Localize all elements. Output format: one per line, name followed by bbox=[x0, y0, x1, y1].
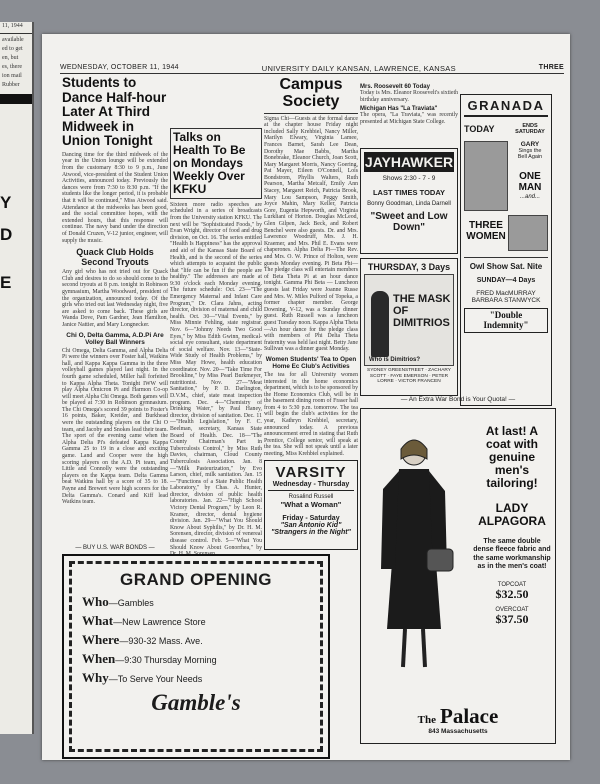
dimitrios-cast: SYDNEY GREENSTREET · ZACHARY SCOTT · FAYE EMERSON · PETER LORRE · VICTOR FRANCEN bbox=[367, 368, 451, 384]
granada-three-women: THREE WOMEN bbox=[466, 220, 506, 242]
granada-bell: Bell Again bbox=[517, 154, 543, 160]
headline-home-ec-tea: Women Students' Tea to Open Home Ec Club's Activities bbox=[265, 355, 357, 370]
article-quack-club: Any girl who has not tried out for Quack Club and desires to do so should come to the second tryouts at 8 p.m. tonight in Robinson gymnasium, Martha Woodward, president of the organization, announced today. Of the girls who tried out last Wednesday night, five are asked to come back. These girls are Wanda Dove, Pam Gardner, Jean Hamilton, Janice Nattier, and Mary Longnecker. bbox=[62, 269, 168, 328]
granada-ends: ENDS SATURDAY bbox=[515, 123, 545, 135]
gambles-grand-opening-ad bbox=[62, 554, 330, 759]
header-masthead: UNIVERSITY DAILY KANSAN, LAWRENCE, KANSAS bbox=[261, 64, 456, 73]
jayhawker-theater-ad bbox=[360, 148, 458, 254]
granada-sunday: SUNDAY—4 Days bbox=[476, 277, 536, 284]
prev-big-letter: E bbox=[0, 273, 12, 292]
varsity-days: Wednesday - Thursday bbox=[268, 481, 354, 491]
war-bonds-banner: — BUY U.S. WAR BONDS — bbox=[75, 545, 155, 551]
article-roosevelt: Today is Mrs. Eleanor Roosevelt's sixtieth birthday anniversary. bbox=[360, 90, 458, 103]
grand-line-what: What—New Lawrence Store bbox=[82, 613, 206, 628]
grand-line-when: When—9:30 Thursday Morning bbox=[82, 651, 217, 666]
palace-brand: LADY ALPAGORA bbox=[478, 500, 546, 528]
granada-theater-ad bbox=[460, 94, 552, 406]
prev-line: en, but bbox=[2, 55, 19, 61]
dimitrios-thursday: THURSDAY, 3 Days bbox=[367, 262, 451, 272]
palace-topcoat: TOPCOAT bbox=[497, 581, 527, 588]
palace-at-last: At last! A coat with genuine men's tailoring! bbox=[485, 424, 539, 490]
prev-date: 11, 1944 bbox=[2, 23, 23, 29]
varsity-star: Rosalind Russell bbox=[288, 494, 334, 500]
grand-line-where: Where—930-32 Mass. Ave. bbox=[82, 632, 203, 647]
varsity-film-1: "What a Woman" bbox=[280, 500, 342, 509]
palace-overcoat: OVERCOAT bbox=[495, 606, 529, 613]
woman-in-coat-illustration bbox=[369, 429, 459, 679]
granada-barbara: BARBARA STANWYCK bbox=[471, 297, 541, 304]
granada-one-man: ONE MAN bbox=[518, 171, 542, 193]
grand-line-why: Why—To Serve Your Needs bbox=[82, 670, 203, 685]
headline-quack-club: Quack Club Holds Second Tryouts bbox=[76, 247, 154, 268]
headline-roosevelt: Mrs. Roosevelt 60 Today bbox=[360, 84, 430, 90]
varsity-theater-ad bbox=[264, 460, 358, 550]
article-traviata: The opera, "La Traviata," was recently presented at Michigan State College. bbox=[360, 112, 458, 125]
jayhawker-stars: Bonny Goodman, Linda Darnell bbox=[367, 201, 451, 207]
page-header bbox=[60, 64, 564, 74]
prev-big-letter: Y bbox=[0, 193, 12, 212]
prev-line: es, there bbox=[2, 64, 22, 70]
war-bond-quota: — An Extra War Bond is Your Quota! — bbox=[400, 396, 516, 403]
palace-clothing-ad bbox=[360, 408, 556, 744]
article-health: Sixteen more radio speeches are scheduled in a series of broadcasts from the University station KFKU. The next will be "Sophisticated Foods," by Evan Wright, director of food and drug division, on Oct. 16. The series entitled "Health Is Happiness" has the approval and aid of the Kansas State Board of Health, and is the second of the series which attempts to acquaint the public that "life can be fun if the people are healthy." The addresses are made at 9:30 o'clock each Monday evening. The future schedule: Oct. 23—"The Emergency Maternal and Infant Care Program," Dr. Clara Jahns, acting director, division of maternal and child health. Oct. 30—"Vital Events," by Miss Minnie Fehling, state registrar. Nov. 6—"Johnny Needs Two Good Eyes," by Miss Edith Gwinn, medical-social eye consultant, state department of social welfare. Nov. 13—"State-Wide Study of Health Problems," by Miss May Howe, health education coordinator. Nov. 20—"Take Time For Brookline," by Miss Pearl Burkmeyer, nutritionist. Nov. 27—"Meat Sanitation," by P. D. Darlington, D.V.M., chief, state meat inspection program. Dec. 4—"Chemistry of Drinking Water," by Paul Haney, director, division of sanitation. Dec. 11—"Health Legislation," by F. C. Beelman, secretary, Kansas State Board of Health. Dec. 18—"The County Chairman's Part in Tuberculosis Control," by Miss Ruth Davies, chairman, Cloud County Tuberculosis Association. Jan. 8—"Milk Pasteurization," by Evo Larson, chief, milk sanitation. Jan. 15—"Functions of a State Public Health Laboratory," by Chas. A. Hunter, director, division of public health laboratories. Jan. 22—"High School Victory Dental Program," by Leon R. Kramer, director, dental hygiene division. Jan. 29—"What You Should Know About Syphilis," by Dr. H. M. Sorensen, director, division of venereal disease control. Feb. 5—"What You Should Know About Gonorrhea," by Dr. H. M. Sorensen. bbox=[170, 201, 262, 558]
granada-today: TODAY bbox=[464, 124, 495, 134]
jayhawker-shows: Shows 2:30 - 7 - 9 bbox=[382, 175, 436, 182]
article-campus-society: Sigma Chi—Guests at the formal dance at the chapter house Friday night included Sally Krehbiel, Nancy Miller, Marilyn Elwary, Virginia Lamee, Frances Barnet, Sarah Lee Dean, Dorothy Mae Babbs, Martha Bonebrake, Eleanor Church, Joan Scott, Mary Margaret Morris, Nancy Goering, Pat Mayer, Eileen O'Connell, Lois Bondstrom, Phyllis Walters, Ruth Pearson, Martha Metcalf, Emily Ann Stacey, Margaret Reich, Patricia Brook, Mary Lou Sampson, Peggy Smith, Joyce Mahin, Mary Keller, Patricia Gore, Eugenia Hepworth, and Virginia Lurkliani of Horton. Douglas McLeod, Glen Gilpen, Jack Beck, and Robert Benchel were also guests. Dr. and Mrs. Lawrence Woodruff, Mrs. J. H. Kraemer, and Mrs. Phil E. Evans were chaperones. Alpha Delta Pi—The Rev. and Mrs. O. W. Prince of Holton, were guests Monday evening. Pi Beta Phi—The pledge class will entertain members of Beta Theta Pi at an hour dance tonight. Gamma Phi Beta — Luncheon guests last Friday were Joanne Russe and Mrs. W. Miles Pulford of Topeka, a former chapter member. George Downing, V-12, was a Sunday dinner guest. Ruth Russell was a luncheon guest Tuesday noon. Kappa Alpha Theta—An hour dance for the pledge class with members of Phi Delta Theta fraternity was held last night. Betty Jane Sullivan was a dinner guest Monday. bbox=[264, 115, 358, 353]
palace-topcoat-price: $32.50 bbox=[495, 586, 529, 601]
varsity-film-2: "San Antonio Kid" bbox=[280, 522, 342, 529]
palace-the: The bbox=[417, 714, 437, 726]
granada-owl-show: Owl Show Sat. Nite bbox=[469, 262, 543, 271]
palace-overcoat-price: $37.50 bbox=[495, 611, 529, 626]
article-dance: Dancing time for the third midweek of the year in the Union lounge will be extended from the customary 8:30 to 9 p.m., June Atwood, vice-president of the Student Union Activities, announced today. Previously the dances were from 7:30 to 8:30 p.m. "If the students like the longer period, it is probable that it will be continued," Miss Atwood said. Attendance at the midweeks has been good, and the social committee hopes, with the extended hours, that this response will continue. The navy band under the direction of Donald Cruzen, V-12 junior, engineer, will supply the music. bbox=[62, 151, 168, 244]
granada-indemnity: "Double Indemnity" bbox=[464, 308, 548, 333]
granada-photo-2 bbox=[508, 215, 548, 251]
column-society bbox=[264, 76, 358, 456]
header-date: WEDNESDAY, OCTOBER 11, 1944 bbox=[60, 64, 179, 71]
prev-line: ion mail bbox=[2, 73, 22, 79]
prev-line: available bbox=[2, 37, 24, 43]
varsity-title: VARSITY bbox=[275, 464, 347, 481]
prev-line: ed to get bbox=[2, 46, 23, 52]
jayhawker-last-times: LAST TIMES TODAY bbox=[372, 188, 446, 197]
newspaper-page bbox=[42, 34, 570, 760]
granada-photo-1 bbox=[464, 141, 508, 211]
dimitrios-ad bbox=[360, 258, 458, 396]
palace-name: Palace bbox=[440, 704, 499, 728]
varsity-film-3: "Strangers in the Night" bbox=[271, 529, 351, 536]
headline-traviata: Michigan Has "La Traviata" bbox=[360, 106, 438, 113]
granada-sings: Sings the bbox=[518, 148, 542, 154]
grand-opening-title: GRAND OPENING bbox=[120, 570, 272, 589]
headline-volley-ball: Chi O, Delta Gamma, A.D.Pi Are Volley Ball Winners bbox=[66, 331, 164, 346]
column-dance bbox=[62, 76, 168, 554]
dimitrios-tagline: Who is Dimitrios? bbox=[369, 357, 420, 363]
jayhawker-film: "Sweet and Low Down" bbox=[370, 211, 448, 233]
headline-campus-society: Campus Society bbox=[279, 76, 343, 111]
granada-fred: FRED MacMURRAY bbox=[476, 290, 536, 297]
granada-title: GRANADA bbox=[464, 98, 548, 117]
varsity-days-2: Friday - Saturday bbox=[282, 515, 340, 522]
article-volley-ball: Chi Omega, Delta Gamma, and Alpha Delta Pi were the winners over Foster hall, Watkins hall, and Kappa Kappa Gamma in the three volleyball games played last night. In the fourth game scheduled, Miller hall forfeited to Kappa Alpha Theta. Tonight IWW will play Alpha Omicron Pi and Harmon Co-op will meet Alpha Chi Omega. Both games will be played at 7:30 in Robinson gymnasium. The Chi Omega's scored 39 points to Foster's 16 points, Baker, Kreider, and Burkhead were the outstanding players on the Chi O team, and Jacoby and Snokes lead their team. The sport of the evening came when the Alpha Delta Pi's defeated Kappa Kappa Gamma 25 to 19 in a close and exciting game. Land and Cooper were the high scoring players on the A.D. Pi team, and Little and Connolly were the outstanding players on the Kappa team. Delta Gamma beat Watkins hall by a score of 35 to 18. Payne and Brewert were high scorers for the Delta Gamma's. Conard and Kiff lead Watkins team. bbox=[62, 347, 168, 506]
palace-description: The same double dense fleece fabric and the same workmanship as in the men's coat! bbox=[473, 537, 551, 571]
palace-address: 843 Massachusetts bbox=[428, 728, 488, 735]
prev-line: Rubber bbox=[2, 82, 20, 88]
jayhawker-title: JAYHAWKER bbox=[364, 154, 454, 170]
dimitrios-title: THE MASK OF DIMITRIOS bbox=[393, 293, 451, 329]
headline-dance: Students to Dance Half-hour Later At Third Midweek in Union Tonight bbox=[62, 75, 167, 149]
granada-and: ...and... bbox=[519, 193, 540, 200]
gambles-logo: Gamble's bbox=[151, 690, 241, 715]
grand-line-who: Who—Gambles bbox=[82, 594, 154, 609]
previous-page-strip bbox=[0, 22, 34, 734]
article-home-ec-tea: The tea for all University women interested in the home economics department, which is to be sponsored by the Home Economics Club, will be in the basement dining room of Fraser hall from 4 to 5:30 p.m. tomorrow. The tea will begin the club's activities for the year, Kathryn Krehbiel, secretary, announced today. A previous announcement erred in stating that Ruth Prentice, College senior, will speak at the tea. She will not speak until a later meeting, Miss Krehbiel explained. bbox=[264, 371, 358, 458]
column-health bbox=[170, 128, 262, 558]
granada-gary: GARY bbox=[520, 141, 540, 148]
headline-health: Talks on Health To Be on Mondays Weekly Over KFKU bbox=[170, 128, 262, 199]
header-page-number: THREE bbox=[538, 64, 564, 71]
prev-big-letter: D bbox=[0, 225, 13, 244]
dimitrios-figure-illustration bbox=[371, 291, 389, 357]
